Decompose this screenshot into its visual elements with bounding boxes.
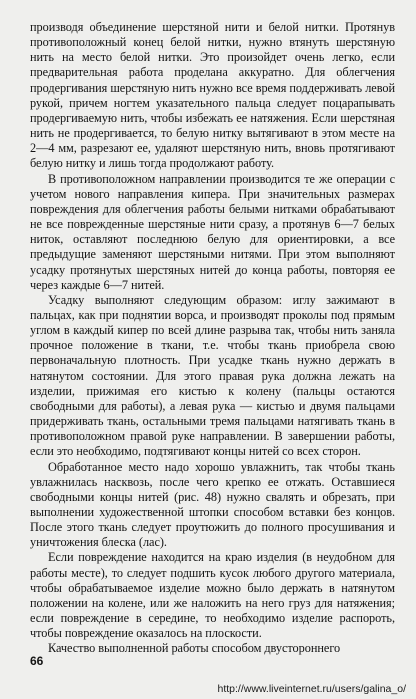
paragraph-4: Обработанное место надо хорошо увлажнить, так чтобы ткань увлажнилась насквозь, после чего крепко ее отжать. Оставшиеся свободными концы нитей (рис. 48) нужно свалять и обрезать, при выполнении художественной штопки способом вставки без концов. После этого ткань следует проутюжить до полного просушивания и уничтожения блеска (лас).	[30, 459, 395, 550]
paragraph-1: производя объединение шерстяной нити и белой нитки. Протянув противоположный конец белой нитки, нужно втянуть шерстяную нить на место белой нитки. Это произойдет очень легко, если предварительная работа проделана аккуратно. Для облегчения продергивания шерстяную нить нужно все время поддерживать левой рукой, причем ногтем указательного пальца следует поцарапывать продергиваемую нить, чтобы избежать ее натяжения. Если шерстяная нить не продергивается, то белую нитку вытягивают в этом месте на 2—4 мм, разрезают ее, удаляют шерстяную нить, вновь протягивают белую нитку и лишь тогда продолжают работу.	[30, 20, 395, 171]
paragraph-6: Качество выполненной работы способом двустороннего	[48, 641, 341, 656]
paragraph-2: В противоположном направлении производится те же операции с учетом нового направления кипера. При значительных размерах повреждения для облегчения работы белыми нитками обрабатывают не все поврежденные шерстяные нити сразу, а протянув 6—7 белых ниток, оставляют последнюю белую для ориентировки, а все предыдущие заменяют шерстяными нитями. При этом выполняют усадку протянутых шерстяных нитей до конца работы, повторяя ее через каждые 6—7 нитей.	[30, 171, 395, 292]
paragraph-5: Если повреждение находится на краю изделия (в неудобном для работы месте), то следует подшить кусок любого другого материала, чтобы обрабатываемое изделие можно было держать в натянутом положении на колене, или же наложить на него груз для натяжения; если повреждение в середине, то необходимо изделие распороть, чтобы повреждение оказалось на плоскости.	[30, 550, 395, 641]
source-url-watermark: http://www.liveinternet.ru/users/galina_o/	[217, 683, 406, 695]
page-number: 66	[30, 654, 44, 668]
body-text	[30, 20, 395, 657]
paragraph-3: Усадку выполняют следующим образом: иглу зажимают в пальцах, как при поднятии ворса, и производят проколы под прямым углом в каждый кипер по всей длине разрыва так, чтобы нить заняла прочное положение в ткани, т.е. чтобы ткань приобрела свою первоначальную плотность. При усадке ткань нужно держать в натянутом состоянии. Для этого правая рука должна лежать на изделии, прижимая его кистью к колену (пальцы остаются свободными для работы), а левая рука — кистью и двумя пальцами придерживать ткань, остальными тремя пальцами натягивать ткань в противоположном правой руке направлении. В завершении работы, если это необходимо, подтягивают концы нитей со всех сторон.	[30, 292, 395, 459]
